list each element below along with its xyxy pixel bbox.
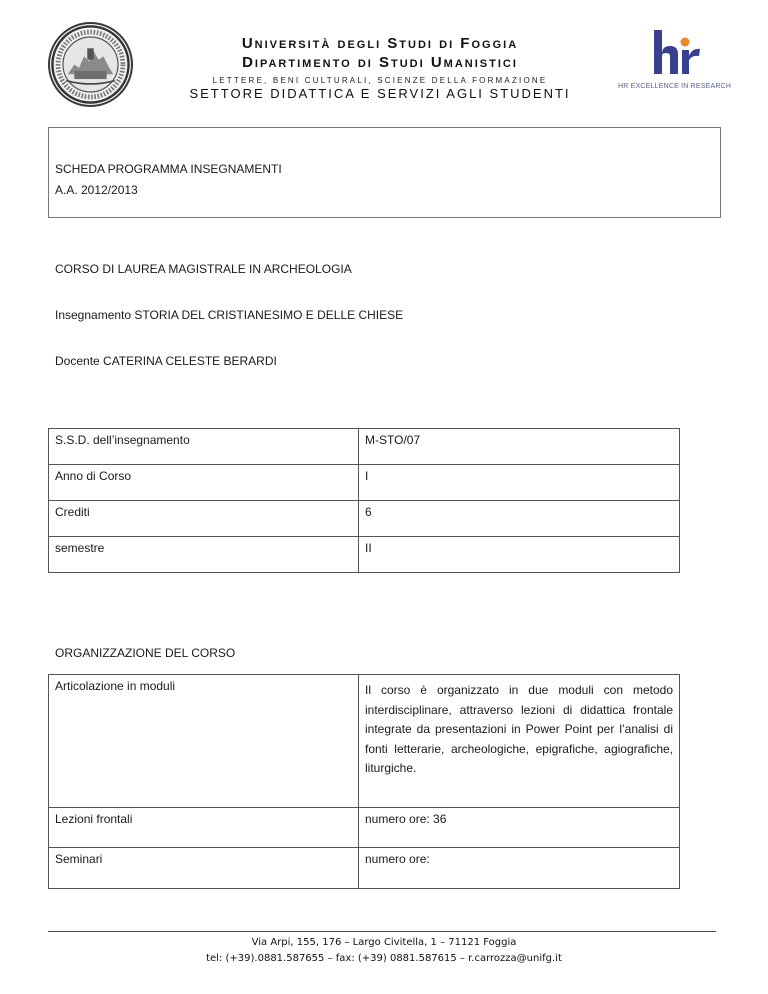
table-row — [49, 848, 680, 889]
table-cell-value: II — [359, 537, 680, 573]
table-row — [49, 465, 680, 501]
sheet-title: SCHEDA PROGRAMMA INSEGNAMENTI — [55, 162, 282, 176]
course-info-table — [48, 428, 680, 573]
hr-logo-icon — [652, 28, 702, 80]
table-cell-value: numero ore: — [359, 848, 680, 889]
table-row — [49, 675, 680, 808]
table-cell-label: Lezioni frontali — [49, 808, 359, 848]
department-name: Dipartimento di Studi Umanistici — [242, 54, 518, 71]
table-cell-label: Seminari — [49, 848, 359, 889]
organization-heading: ORGANIZZAZIONE DEL CORSO — [55, 646, 236, 660]
table-cell-value: Il corso è organizzato in due moduli con metodo interdisciplinare, attraverso lezioni di didattica frontale integrate da presentazioni in Power Point per l’analisi di fonti letterarie, archeologiche, epigrafiche, agiografiche, liturgiche. — [359, 675, 680, 808]
footer-contacts: tel: (+39).0881.587655 – fax: (+39) 0881.587615 – r.carrozza@unifg.it — [206, 953, 562, 964]
table-cell-value: 6 — [359, 501, 680, 537]
university-name: Università degli Studi di Foggia — [241, 35, 519, 52]
table-row — [49, 501, 680, 537]
table-row — [49, 808, 680, 848]
table-cell-label: S.S.D. dell’insegnamento — [49, 429, 359, 465]
university-seal-icon — [48, 22, 133, 107]
table-cell-label: semestre — [49, 537, 359, 573]
organization-table — [48, 674, 680, 889]
table-row — [49, 429, 680, 465]
office-name: SETTORE DIDATTICA E SERVIZI AGLI STUDENTI — [189, 86, 571, 101]
footer-divider — [48, 931, 716, 932]
teacher-name: Docente CATERINA CELESTE BERARDI — [55, 354, 277, 368]
table-cell-label: Crediti — [49, 501, 359, 537]
degree-course: CORSO DI LAUREA MAGISTRALE IN ARCHEOLOGIA — [55, 262, 352, 276]
seal-graphic — [50, 24, 131, 105]
academic-year: A.A. 2012/2013 — [55, 183, 138, 197]
faculty-line: LETTERE, BENI CULTURALI, SCIENZE DELLA FORMAZIONE — [212, 76, 548, 85]
program-sheet-box — [48, 127, 721, 218]
table-cell-value: M-STO/07 — [359, 429, 680, 465]
hr-logo-caption: HR EXCELLENCE IN RESEARCH — [618, 83, 732, 90]
teaching-name: Insegnamento STORIA DEL CRISTIANESIMO E DELLE CHIESE — [55, 308, 404, 322]
table-cell-label: Anno di Corso — [49, 465, 359, 501]
table-row — [49, 537, 680, 573]
table-cell-value: numero ore: 36 — [359, 808, 680, 848]
table-cell-value: I — [359, 465, 680, 501]
hr-excellence-logo — [618, 28, 732, 98]
footer-address: Via Arpi, 155, 176 – Largo Civitella, 1 – 71121 Foggia — [251, 937, 517, 948]
table-cell-label: Articolazione in moduli — [49, 675, 359, 808]
letterhead — [150, 34, 610, 101]
